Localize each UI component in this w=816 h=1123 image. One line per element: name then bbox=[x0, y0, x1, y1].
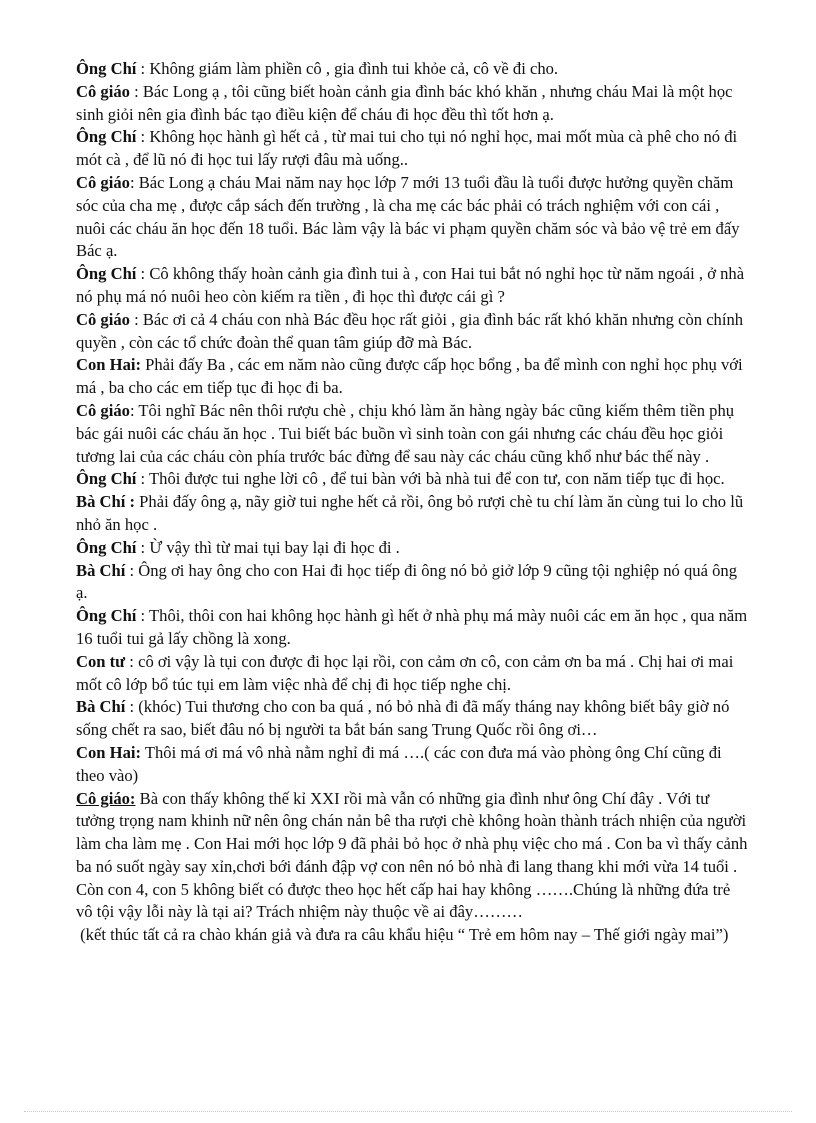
speaker-name: Ông Chí bbox=[76, 59, 137, 78]
dialogue-text: Cô không thấy hoàn cảnh gia đình tui à , con Hai tui bắt nó nghỉ học từ năm ngoái , ở nhà nó phụ má nó nuôi heo còn kiếm ra tiền , đi học thì được cái gì ? bbox=[76, 264, 745, 306]
dialogue-line bbox=[76, 126, 748, 172]
separator: : bbox=[125, 560, 139, 580]
dialogue-text: Bác Long ạ cháu Mai năm nay học lớp 7 mới 13 tuổi đầu là tuổi được hưởng quyền chăm sóc của cha mẹ , được cắp sách đến trường , là cha mẹ các bác phải có trách nghiệm với con cái , nuôi các cháu ăn học đến 18 tuổi. Bác làm vậy là bác vi phạm quyền chăm sóc và bảo vệ trẻ em đấy Bác ạ. bbox=[76, 172, 740, 261]
dialogue-line bbox=[76, 696, 748, 742]
separator: : bbox=[136, 469, 150, 489]
dialogue-text: Tôi nghĩ Bác nên thôi rượu chè , chịu khó làm ăn hàng ngày bác cũng kiếm thêm tiền phụ bác gái nuôi các cháu ăn học . Tui biết bác buồn vì sinh toàn con gái nhưng các cháu đều học giỏi tương lai của các cháu còn phía trước bác đừng để sau này các cháu cũng khổ như bác thế này . bbox=[76, 400, 735, 466]
dialogue-text: Thôi được tui nghe lời cô , để tui bàn với bà nhà tui để con tư, con năm tiếp tục đi học. bbox=[149, 469, 725, 489]
dialogue-line bbox=[76, 560, 748, 606]
speaker-name: Ông Chí bbox=[76, 537, 137, 557]
dialogue-text: Phải đấy ông ạ, nãy giờ tui nghe hết cả rồi, ông bỏ rượi chè tu chí làm ăn cùng tui lo cho lũ nhỏ ăn học . bbox=[76, 492, 744, 534]
page-bottom-divider bbox=[24, 1111, 792, 1112]
dialogue-line bbox=[76, 58, 748, 81]
separator: : bbox=[136, 264, 150, 284]
dialogue-text: Bà con thấy không thế kỉ XXI rồi mà vẫn có những gia đình như ông Chí đây . Với tư tưởng trọng nam khinh nữ nên ông chán nản bê tha rượi chè không hoàn thành trách nhiện của người làm cha làm mẹ . Con Hai mới học lớp 9 đã phải bỏ học ở nhà phụ việc cho má . Con ba vì thấy cảnh ba nó suốt ngày say xỉn,chơi bới đánh đập vợ con nên nó bỏ nhà đi lang thang khi mới vừa 14 tuổi . Còn con 4, con 5 không biết có được theo học hết cấp hai hay không …….Chúng là những đứa trẻ vô tội vậy lỗi này là tại ai? Trách nhiệm này thuộc về ai đây……… bbox=[76, 788, 748, 922]
dialogue-text: Ừ vậy thì từ mai tụi bay lại đi học đi . bbox=[149, 537, 400, 557]
dialogue-line bbox=[76, 651, 748, 697]
dialogue-text: Bác ơi cả 4 cháu con nhà Bác đều học rất giỏi , gia đình bác rất khó khăn nhưng còn chính quyền , còn các tổ chức đoàn thể quan tâm giúp đỡ mà Bác. bbox=[76, 309, 744, 352]
separator: : bbox=[129, 400, 139, 420]
dialogue-text: Phải đấy Ba , các em năm nào cũng được cấp học bổng , ba để mình con nghỉ học phụ với má , ba cho các em tiếp tục đi học đi ba. bbox=[76, 355, 743, 398]
dialogue-line bbox=[76, 537, 748, 560]
dialogue-text: cô ơi vậy là tụi con được đi học lại rồi, con cảm ơn cô, con cảm ơn ba má . Chị hai ơi mai mốt cô lớp bổ túc tụi em làm việc nhà để chị đi học tiếp nghe chị. bbox=[76, 651, 734, 694]
dialogue-text: Không học hành gì hết cả , từ mai tui cho tụi nó nghỉ học, mai mốt mùa cà phê cho nó đi mót cà , để lũ nó đi học tui lấy rượi đâu mà uống.. bbox=[76, 127, 738, 170]
dialogue-line bbox=[76, 354, 748, 400]
dialogue-text: (khóc) Tui thương cho con ba quá , nó bỏ nhà đi đã mấy tháng nay không biết bây giờ nó sống chết ra sao, biết đâu nó bị người ta bắt bán sang Trung Quốc rồi ông ơi… bbox=[76, 697, 730, 740]
dialogue-line bbox=[76, 309, 748, 355]
speaker-name: Con Hai: bbox=[76, 742, 141, 762]
separator: : bbox=[136, 59, 150, 78]
dialogue-text: Bác Long ạ , tôi cũng biết hoàn cảnh gia đình bác khó khăn , nhưng cháu Mai là một học sinh giỏi nên gia đình bác tạo điều kiện để cháu đi học đều thì tốt hơn ạ. bbox=[76, 81, 733, 124]
stage-direction-text: (kết thúc tất cả ra chào khán giả và đưa ra câu khẩu hiệu “ Trẻ em hôm nay – Thế giới ngày mai”) bbox=[80, 925, 729, 945]
separator: : bbox=[129, 81, 143, 101]
speaker-name: Bà Chí bbox=[76, 697, 126, 717]
stage-direction bbox=[76, 924, 748, 947]
speaker-name: Cô giáo bbox=[76, 172, 130, 192]
speaker-name: Bà Chí bbox=[76, 560, 126, 580]
dialogue-text: Ông ơi hay ông cho con Hai đi học tiếp đi ông nó bỏ giở lớp 9 cũng tội nghiệp nó quá ông ạ. bbox=[76, 560, 737, 603]
dialogue-line bbox=[76, 400, 748, 468]
document-page bbox=[76, 58, 748, 947]
speaker-name: Ông Chí bbox=[76, 606, 137, 626]
speaker-name: Cô giáo: bbox=[76, 788, 136, 808]
separator: : bbox=[136, 537, 150, 557]
dialogue-line bbox=[76, 605, 748, 651]
separator: : bbox=[129, 172, 139, 192]
separator: : bbox=[136, 127, 150, 147]
dialogue-line bbox=[76, 468, 748, 491]
dialogue-line bbox=[76, 742, 748, 788]
speaker-name: Cô giáo bbox=[76, 81, 130, 101]
speaker-name: Bà Chí : bbox=[76, 492, 136, 512]
separator: : bbox=[129, 309, 143, 329]
separator: : bbox=[125, 697, 139, 717]
dialogue-line bbox=[76, 263, 748, 309]
dialogue-text: Thôi má ơi má vô nhà nằm nghỉ đi má ….( các con đưa má vào phòng ông Chí cũng đi theo vào) bbox=[76, 742, 722, 785]
speaker-name: Con tư bbox=[76, 651, 126, 671]
speaker-name: Cô giáo bbox=[76, 400, 130, 420]
speaker-name: Ông Chí bbox=[76, 127, 137, 147]
speaker-name: Ông Chí bbox=[76, 469, 137, 489]
dialogue-line bbox=[76, 172, 748, 263]
speaker-name: Ông Chí bbox=[76, 264, 137, 284]
separator: : bbox=[125, 651, 139, 671]
dialogue-text: Không giám làm phiền cô , gia đình tui khỏe cả, cô về đi cho. bbox=[149, 59, 559, 78]
speaker-name: Cô giáo bbox=[76, 309, 130, 329]
dialogue-line bbox=[76, 788, 748, 925]
speaker-name: Con Hai: bbox=[76, 355, 141, 375]
dialogue-text: Thôi, thôi con hai không học hành gì hết ở nhà phụ má mày nuôi các em ăn học , qua năm 16 tuổi tui gả lấy chồng là xong. bbox=[76, 606, 748, 648]
dialogue-line bbox=[76, 81, 748, 127]
dialogue-line bbox=[76, 491, 748, 537]
separator: : bbox=[136, 606, 150, 626]
